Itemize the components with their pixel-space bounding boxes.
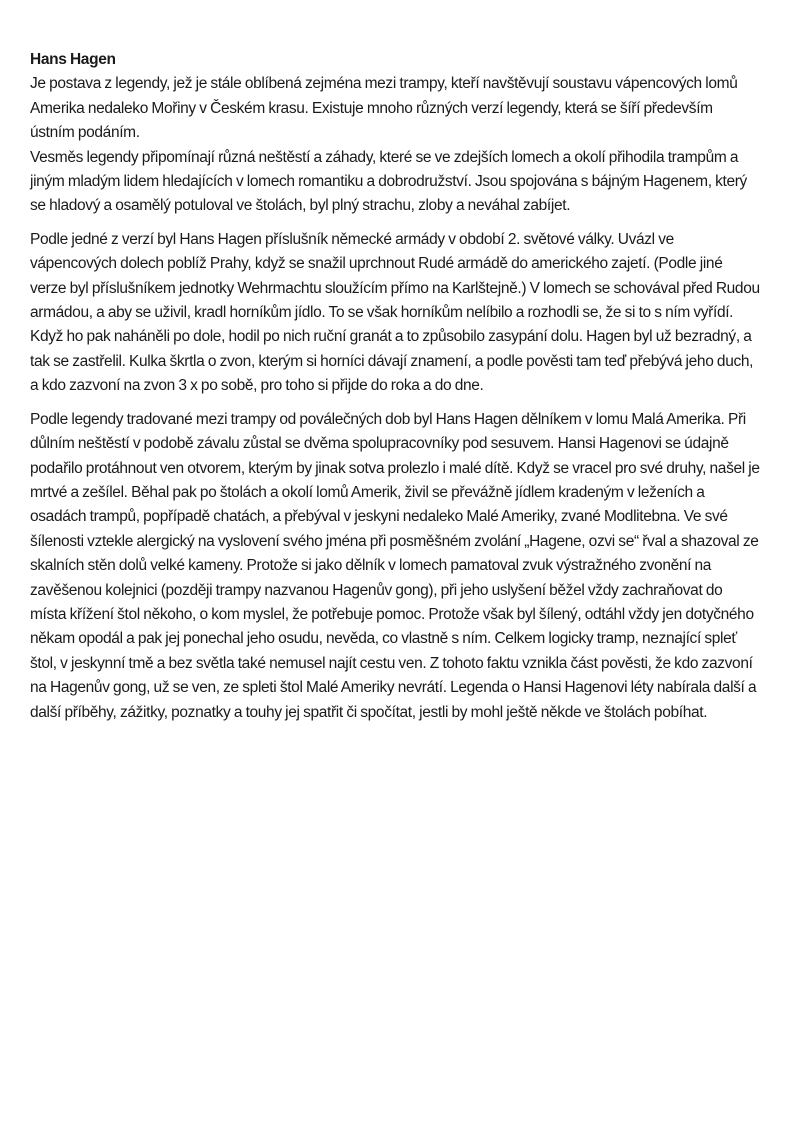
- paragraph-overview: Vesměs legendy připomínají různá neštěstí a záhady, které se ve zdejších lomech a okolí přihodila trampům a jiným mladým lidem hledajících v lomech romantiku a dobrodružství. Jsou spojována s bájným Hagenem, který se hladový a osamělý potuloval ve štolách, byl plný strachu, zloby a neváhal zabíjet.: [30, 148, 747, 215]
- paragraph-intro: Je postava z legendy, jež je stále oblíbená zejména mezi trampy, kteří navštěvují soustavu vápencových lomů Amerika nedaleko Mořiny v Českém krasu. Existuje mnoho různých verzí legendy, která se šíří především ústním podáním.: [30, 75, 738, 142]
- paragraph-tramp-legend: Podle legendy tradované mezi trampy od poválečných dob byl Hans Hagen dělníkem v lomu Malá Amerika. Při důlním neštěstí v podobě závalu zůstal se dvěma spolupracovníky pod sesuvem. Hansi Hagenovi se údajně podařilo protáhnout ven otvorem, kterým by jinak sotva prolezlo i malé dítě. Když se vracel pro své druhy, našel je mrtvé a zešílel. Běhal pak po štolách a okolí lomů Amerik, živil se převážně jídlem kradeným v leženích a osadách trampů, popřípadě chatách, a přebýval v jeskyni nedaleko Malé Ameriky, zvané Modlitebna. Ve své šílenosti vztekle alergický na vyslovení svého jména při posměšném zvolání „Hagene, ozvi se“ řval a shazoval ze skalních stěn dolů velké kameny. Protože si jako dělník v lomech pamatoval zvuk výstražného zvonění na zavěšenou kolejnici (později trampy nazvanou Hagenův gong), při jeho uslyšení běžel vždy zachraňovat do místa křížení štol někoho, o kom myslel, že potřebuje pomoc. Protože však byl šílený, odtáhl vždy jen dotyčného někam opodál a pak jej ponechal jeho osudu, nevěda, co vlastně s ním. Celkem logicky tramp, neznající spleť štol, v jeskynní tmě a bez světla také nemusel najít cestu ven. Z tohoto faktu vznikla část pověsti, že kdo zazvoní na Hagenův gong, už se ven, ze spleti štol Malé Ameriky nevrátí. Legenda o Hansi Hagenovi léty nabírala další a další příběhy, zážitky, poznatky a touhy jej spatřit či spočítat, jestli by mohl ještě někde ve štolách pobíhat.: [30, 410, 760, 721]
- paragraph-wartime-version: Podle jedné z verzí byl Hans Hagen příslušník německé armády v období 2. světové války. Uvázl ve vápencových dolech poblíž Prahy, když se snažil uprchnout Rudé armádě do amerického zajetí. (Podle jiné verze byl příslušníkem jednotky Wehrmachtu sloužícím přímo na Karlštejně.) V lomech se schovával před Rudou armádou, a aby se uživil, kradl horníkům jídlo. To se však horníkům nelíbilo a rozhodli se, že si to s ním vyřídí. Když ho pak naháněli po dole, hodil po nich ruční granát a to způsobilo zasypání dolu. Hagen byl už bezradný, a tak se zastřelil. Kulka škrtla o zvon, kterým si horníci dávají znamení, a podle pověsti tam teď přebývá jeho duch, a kdo zazvoní na zvon 3 x po sobě, pro toho si přijde do roka a do dne.: [30, 230, 760, 395]
- document-page: [30, 48, 760, 725]
- document-title: Hans Hagen: [30, 51, 116, 68]
